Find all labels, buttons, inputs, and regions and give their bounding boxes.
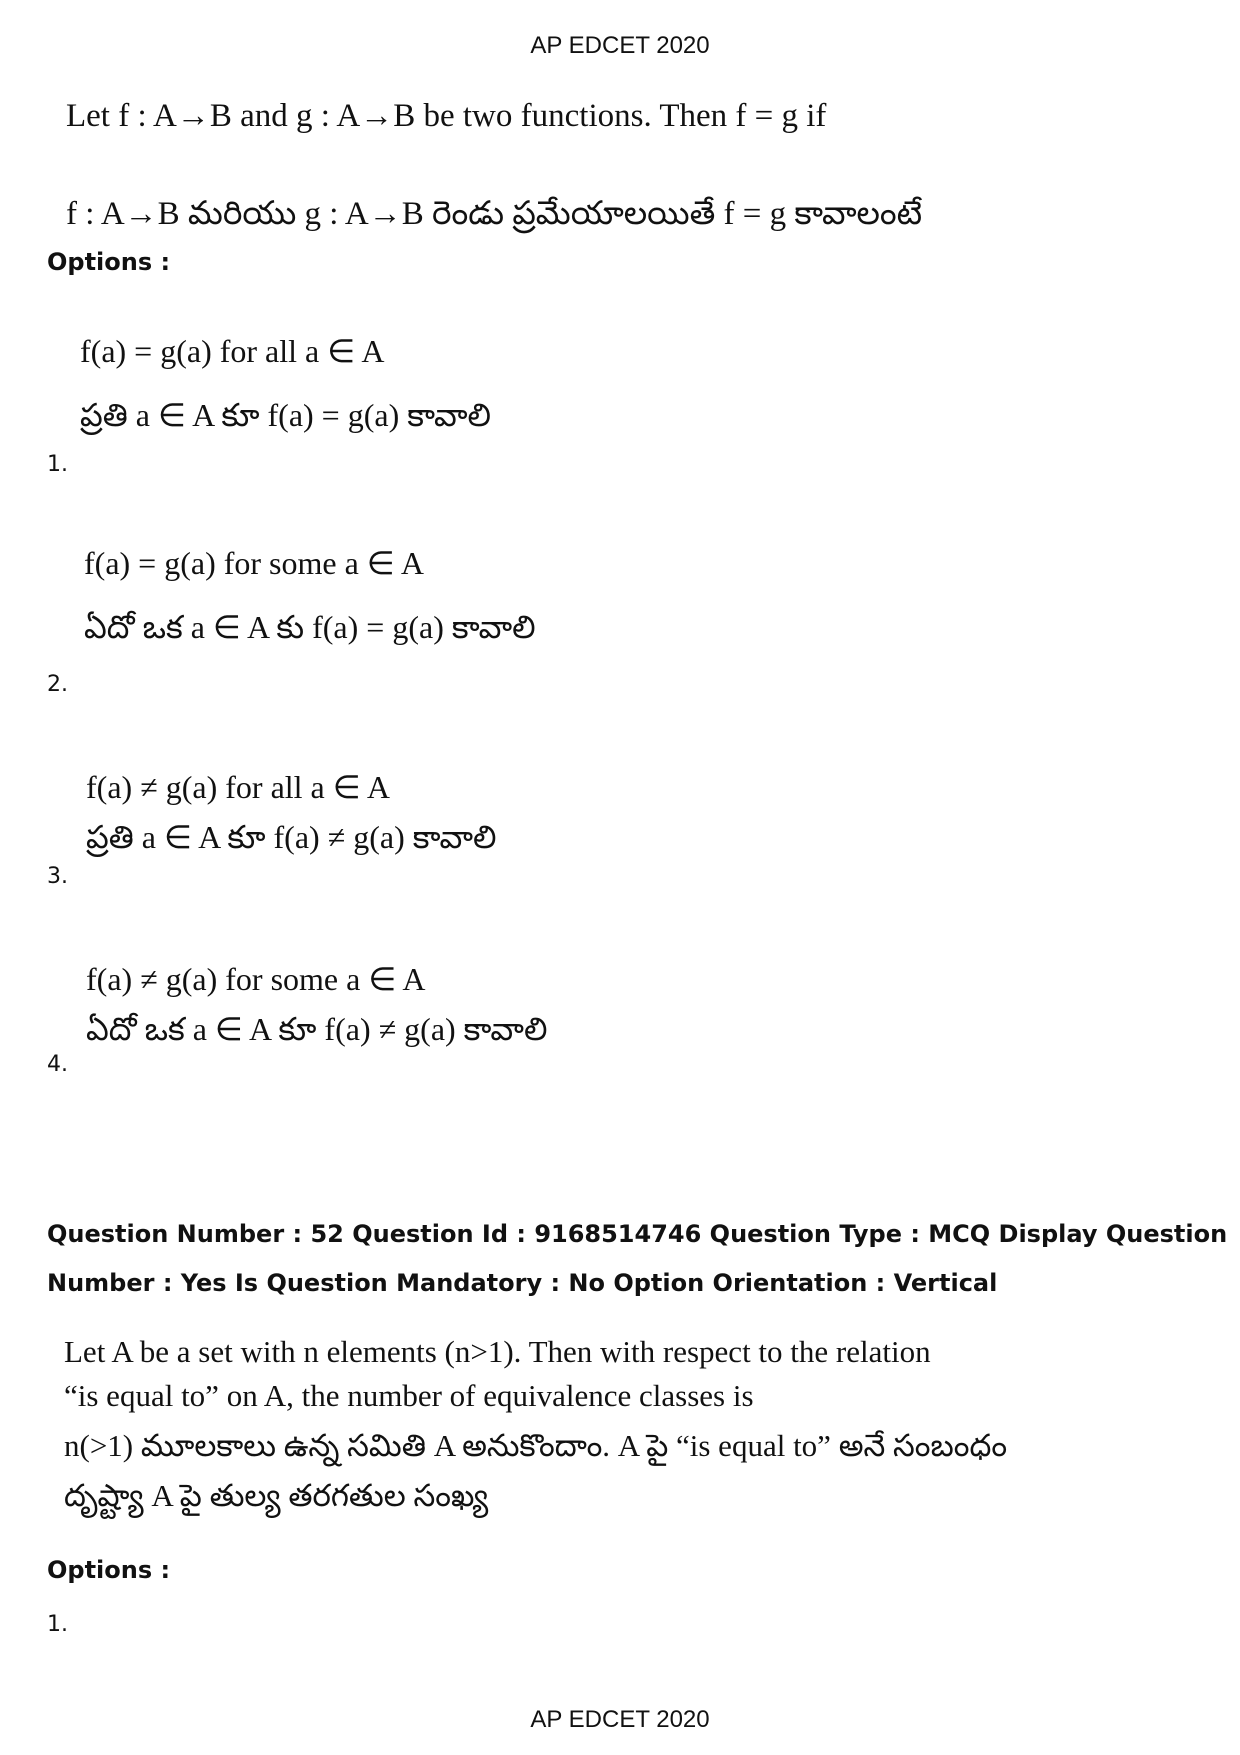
- question-52-stem-line-2: “is equal to” on A, the number of equivalence classes is: [64, 1378, 754, 1413]
- option-4-number: 4.: [47, 1052, 68, 1077]
- option-1-number: 1.: [47, 452, 68, 477]
- option-1-content: [80, 332, 491, 442]
- option-2-number: 2.: [47, 672, 68, 697]
- option-4-content: [86, 960, 547, 1056]
- question-meta-line-2: Number : Yes Is Question Mandatory : No Option Orientation : Vertical: [47, 1269, 998, 1297]
- option-2-english: f(a) = g(a) for some a ∈ A: [84, 545, 425, 581]
- page-header: AP EDCET 2020: [530, 32, 710, 59]
- question-stem-english: Let f : A→B and g : A→B be two functions. Then f = g if: [66, 98, 827, 134]
- option-3-english: f(a) ≠ g(a) for all a ∈ A: [86, 769, 390, 805]
- option-4-english: f(a) ≠ g(a) for some a ∈ A: [86, 961, 426, 997]
- question-52-options-label: Options :: [47, 1556, 171, 1584]
- option-4-telugu: ఏదో ఒక a ∈ A కూ f(a) ≠ g(a) కావాలి: [86, 1011, 548, 1047]
- option-1-english: f(a) = g(a) for all a ∈ A: [80, 333, 385, 369]
- question-stem: [66, 98, 922, 240]
- question-stem-telugu: f : A→B మరియు g : A→B రెండు ప్రమేయాలయితే f = g కావాలంటే: [66, 196, 923, 232]
- option-3-number: 3.: [47, 864, 68, 889]
- options-label: Options :: [47, 248, 171, 276]
- question-52-stem-line-1: Let A be a set with n elements (n>1). Then with respect to the relation: [64, 1334, 931, 1369]
- option-3-content: [86, 768, 497, 864]
- question-52-stem-line-4: దృష్ట్యా A పై తుల్య తరగతుల సంఖ్య: [64, 1478, 489, 1513]
- question-52-stem-line-3: n(>1) మూలకాలు ఉన్న సమితి A అనుకొందాం. A పై “is equal to” అనే సంబంధం: [64, 1428, 1008, 1463]
- question-52-option-1-number: 1.: [47, 1612, 68, 1637]
- option-3-telugu: ప్రతి a ∈ A కూ f(a) ≠ g(a) కావాలి: [86, 819, 497, 855]
- question-52-stem: [64, 1330, 1007, 1518]
- option-2-telugu: ఏదో ఒక a ∈ A కు f(a) = g(a) కావాలి: [84, 609, 536, 645]
- option-1-telugu: ప్రతి a ∈ A కూ f(a) = g(a) కావాలి: [80, 397, 491, 433]
- page-footer: AP EDCET 2020: [530, 1706, 710, 1733]
- question-meta-line-1: Question Number : 52 Question Id : 9168514746 Question Type : MCQ Display Question: [47, 1220, 1228, 1248]
- option-2-content: [84, 544, 536, 654]
